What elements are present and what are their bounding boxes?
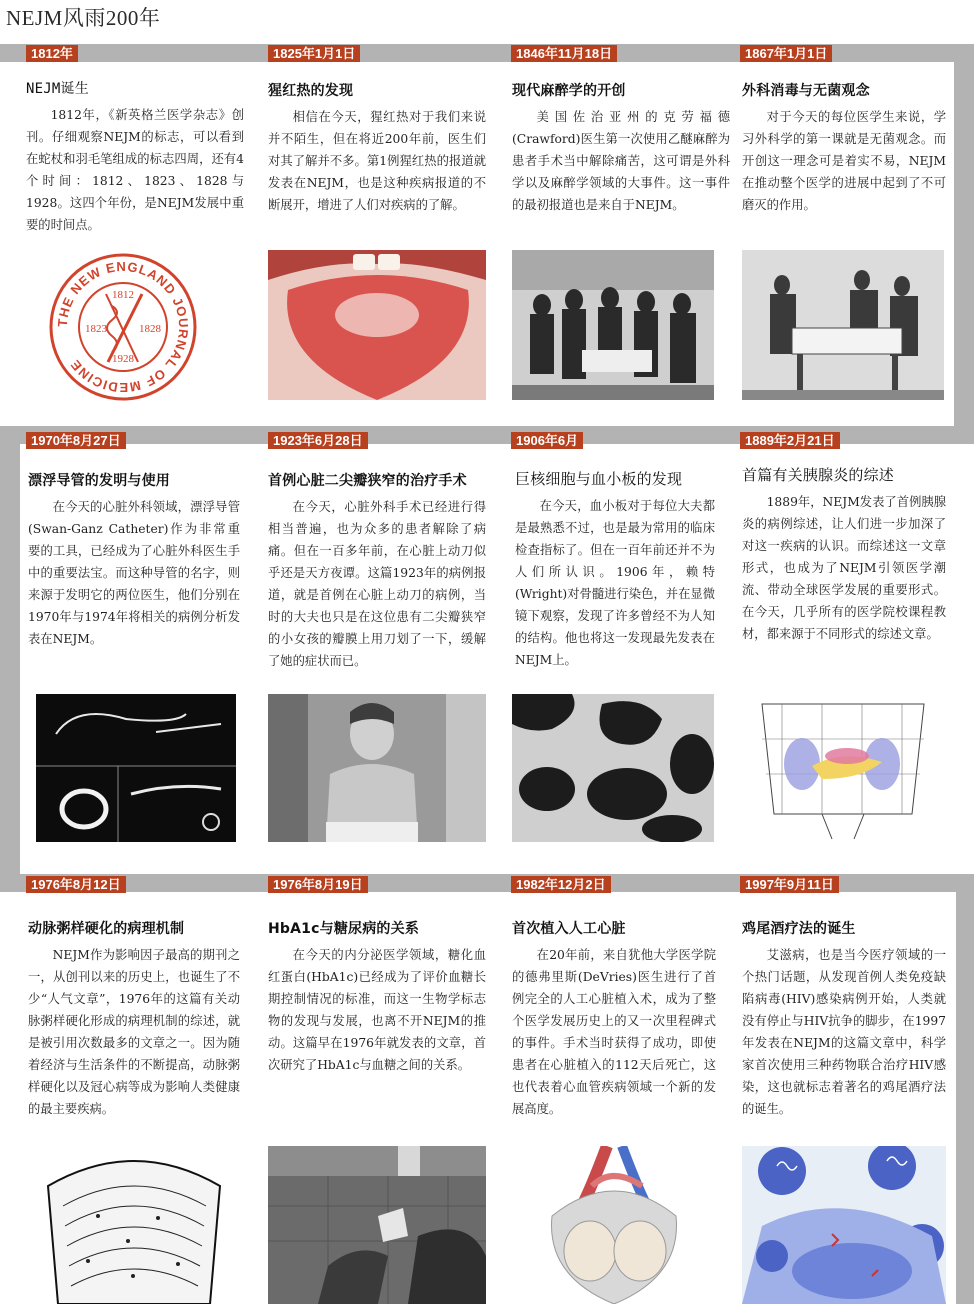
ribbon-left2 [0, 426, 20, 882]
card-artificial-heart [512, 918, 716, 1120]
date-tag: 1997年9月11日 [740, 876, 839, 893]
card-asepsis [742, 80, 946, 216]
card-mitral-surgery [268, 470, 486, 672]
card-title: 外科消毒与无菌观念 [742, 83, 870, 99]
date-tag: 1982年12月2日 [511, 876, 611, 893]
seal-year: 1812 [112, 289, 134, 301]
card-platelets [515, 468, 715, 671]
card-body: 在今天的内分泌医学领域，糖化血红蛋白(HbA1c)已经成为了评价血糖长期控制情况的标准，而这一生物学标志物的发现与发展，也离不开NEJM的推动。这篇早在1976年就发表的文章，首次研究了HbA1c与血糖之间的关系。 [268, 948, 486, 1072]
seal-ring-text: THE NEW ENGLAND JOURNAL OF MEDICINE [54, 258, 192, 396]
artery-cross-section-drawing [28, 1146, 240, 1304]
nejm-seal-logo [48, 252, 198, 402]
date-tag: 1825年1月1日 [268, 45, 360, 62]
card-pancreatitis [742, 464, 946, 645]
card-title: 首次植入人工心脏 [512, 921, 626, 937]
catheter-photo [36, 694, 236, 842]
artificial-heart-illustration [512, 1146, 716, 1304]
date-tag: 1812年 [26, 45, 78, 62]
card-body: 艾滋病，也是当今医疗领域的一个热门话题，从发现首例人类免疫缺陷病毒(HIV)感染病例开始，人类就没有停止与HIV抗争的脚步，在1997年发表在NEJM的这篇文章中，科学家首次使用三种药物联合治疗HIV感染，这也就标志着著名的鸡尾酒疗法的诞生。 [742, 948, 946, 1116]
girl-patient-photo [268, 694, 486, 842]
card-atherosclerosis [28, 918, 240, 1120]
card-body: 在今天，心脏外科手术已经进行得相当普遍，也为众多的患者解除了病痛。但在一百多年前，在心脏上动刀似乎还是天方夜谭。这篇1923年的病例报道，就是首例在心脏上动刀的病例，当时的大夫也只是在这位患有二尖瓣狭窄的小女孩的瓣膜上用刀划了一下，缓解了她的症状而已。 [268, 500, 486, 668]
glucose-test-photo [268, 1146, 486, 1304]
card-cocktail-therapy [742, 918, 946, 1120]
card-title: 漂浮导管的发明与使用 [28, 473, 170, 489]
seal-year: 1828 [139, 323, 161, 335]
card-body: 对于今天的每位医学生来说，学习外科学的第一课就是无菌观念。而开创这一理念可是着实不易，NEJM在推动整个医学的进展中起到了不可磨灭的作用。 [742, 110, 946, 212]
card-title: 首例心脏二尖瓣狭窄的治疗手术 [268, 473, 467, 489]
card-title: 动脉粥样硬化的病理机制 [28, 921, 185, 937]
svg-text:THE NEW ENGLAND JOURNAL OF MED [55, 259, 191, 395]
date-tag: 1867年1月1日 [740, 45, 832, 62]
card-body: NEJM作为影响因子最高的期刊之一，从创刊以来的历史上，也诞生了不少“人气文章”，1976年的这篇有关动脉粥样硬化形成的病理机制的综述，就是被引用次数最多的文章之一。因为随着经济与生活条件的不断提高，动脉粥样硬化以及冠心病等成为影响人类健康的最主要疾病。 [28, 948, 240, 1116]
card-title: 巨核细胞与血小板的发现 [515, 470, 683, 488]
card-swan-ganz [28, 470, 240, 650]
ribbon-right1 [954, 44, 974, 436]
card-title: 鸡尾酒疗法的诞生 [742, 921, 856, 937]
page-title: NEJM风雨200年 [6, 6, 161, 30]
card-title: 首篇有关胰腺炎的综述 [742, 466, 895, 484]
date-tag: 1906年6月 [511, 432, 583, 449]
card-body: 1889年，NEJM发表了首例胰腺炎的病例综述，让人们进一步加深了对这一疾病的认识。而综述这一文章形式，也成为了NEJM引领医学潮流、带动全球医学发展的重要形式。在今天，几乎所有的医学院校课程教材，都来源于不同形式的综述文章。 [742, 495, 946, 641]
seal-year: 1823 [85, 323, 107, 335]
card-title: 猩红热的发现 [268, 83, 354, 99]
card-body: 在20年前，来自犹他大学医学院的德弗里斯(DeVries)医生进行了首例完全的人工心脏植入术，成为了整个医学发展历史上的又一次里程碑式的事件。手术当时获得了成功，即使患者在心脏植入的112天后死亡，这也代表着心血管疾病领域一个新的发展高度。 [512, 948, 716, 1116]
date-tag: 1970年8月27日 [26, 432, 126, 449]
date-tag: 1923年6月28日 [268, 432, 368, 449]
pancreas-diagram [742, 694, 944, 842]
seal-year: 1928 [112, 353, 134, 365]
card-body: 美国佐治亚州的克劳福德(Crawford)医生第一次使用乙醚麻醉为患者手术当中解除痛苦，这可谓是外科学以及麻醉学领域的大事件。这一事件的最初报道也是来自于NEJM。 [512, 110, 730, 212]
card-hba1c [268, 918, 486, 1076]
card-body: 1812年，《新英格兰医学杂志》创刊。仔细观察NEJM的标志，可以看到在蛇杖和羽毛笔组成的标志四周，还有4个时间：1812、1823、1828与1928。这四个年份，是NEJM发展中重要的时间点。 [26, 108, 244, 232]
card-nejm-birth [26, 78, 244, 236]
date-tag: 1976年8月19日 [268, 876, 368, 893]
ribbon-right3 [956, 874, 974, 1304]
card-scarlet-fever [268, 80, 486, 216]
card-anesthesia [512, 80, 730, 216]
card-body: 在今天的心脏外科领域，漂浮导管(Swan-Ganz Catheter)作为非常重要的工具，已经成为了心脏外科医生手中的重要法宝。而这种导管的名字，则来源于发明它的两位医生，他们分别在1970年与1974年将相关的病例分析发表在NEJM。 [28, 500, 240, 646]
card-title: HbA1c与糖尿病的关系 [268, 921, 420, 937]
card-body: 相信在今天，猩红热对于我们来说并不陌生，但在将近200年前，医生们对其了解并不多。第1例猩红热的报道就发表在NEJM，也是这种疾病报道的不断展开，增进了人们对疾病的了解。 [268, 110, 486, 212]
card-title: NEJM诞生 [26, 81, 89, 97]
hiv-cell-diagram [742, 1146, 946, 1304]
surgery-engraving [742, 250, 944, 400]
tongue-photo [268, 250, 486, 400]
date-tag: 1976年8月12日 [26, 876, 126, 893]
card-title: 现代麻醉学的开创 [512, 83, 626, 99]
anesthesia-engraving [512, 250, 714, 400]
date-tag: 1846年11月18日 [511, 45, 617, 62]
card-body: 在今天，血小板对于每位大夫都是最熟悉不过，也是最为常用的临床检查指标了。但在一百年前还并不为人们所认识。1906年，赖特(Wright)对骨髓进行染色，并在显微镜下观察，发现了许多曾经不为人知的结构。他也将这一发现最先发表在NEJM上。 [515, 499, 715, 667]
micrograph-photo [512, 694, 714, 842]
date-tag: 1889年2月21日 [740, 432, 840, 449]
